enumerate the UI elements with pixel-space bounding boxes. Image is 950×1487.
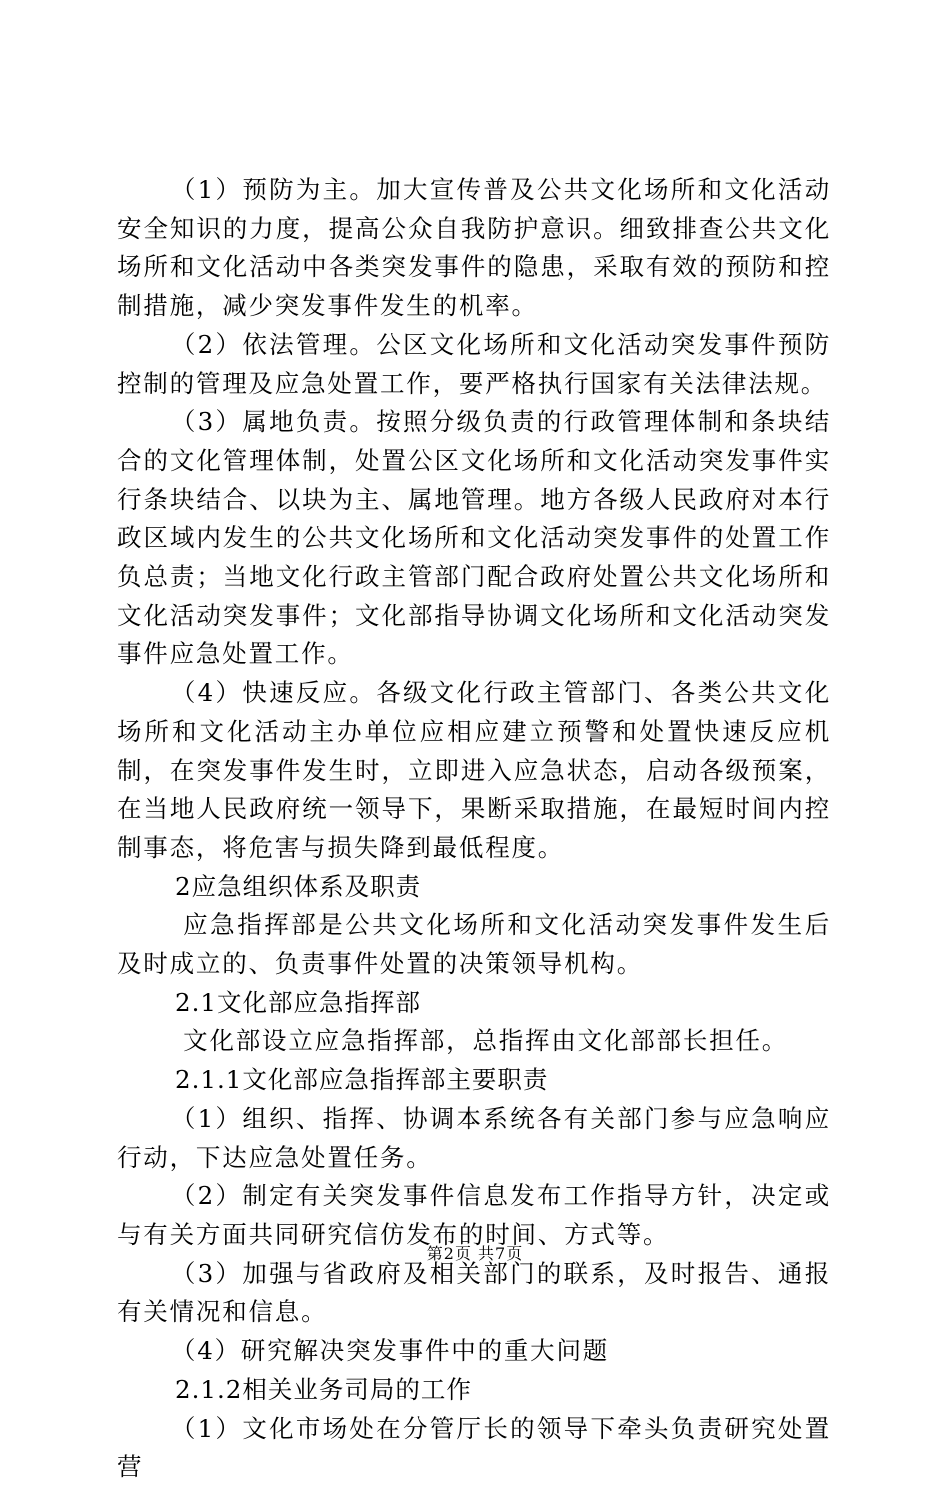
document-body: [117, 171, 831, 1487]
section-heading-2-1-2: 2.1.2相关业务司局的工作: [175, 1374, 472, 1404]
section-heading-2-1-1: 2.1.1文化部应急指挥部主要职责: [175, 1065, 549, 1095]
section-heading-2-1: 2.1文化部应急指挥部: [175, 987, 421, 1017]
paragraph-duty-3: （3）加强与省政府及相关部门的联系，及时报告、通报有关情况和信息。: [117, 1258, 831, 1327]
paragraph-market-office: （1）文化市场处在分管厅长的领导下牵头负责研究处置营: [117, 1413, 831, 1482]
paragraph-duty-2: （2）制定有关突发事件信息发布工作指导方针，决定或与有关方面共同研究信仿发布的时间、方式等。: [117, 1181, 831, 1249]
paragraph-lawful-management: （2）依法管理。公区文化场所和文化活动突发事件预防控制的管理及应急处置工作，要严格执行国家有关法律法规。: [117, 329, 831, 398]
paragraph-rapid-response: （4）快速反应。各级文化行政主管部门、各类公共文化场所和文化活动主办单位应相应建立预警和处置快速反应机制，在突发事件发生时，立即进入应急状态，启动各级预案，在当地人民政府统一领导下，果断采取措施，在最短时间内控制事态，将危害与损失降到最低程度。: [117, 678, 831, 862]
paragraph-command-definition: 应急指挥部是公共文化场所和文化活动突发事件发生后及时成立的、负责事件处置的决策领导机构。: [117, 910, 831, 979]
paragraph-prevention: （1）预防为主。加大宣传普及公共文化场所和文化活动安全知识的力度，提高公众自我防护意识。细致排查公共文化场所和文化活动中各类突发事件的隐患，采取有效的预防和控制措施，减少突发事件发生的机率。: [117, 175, 831, 321]
paragraph-command-setup: 文化部设立应急指挥部，总指挥由文化部部长担任。: [183, 1026, 789, 1056]
paragraph-duty-1: （1）组织、指挥、协调本系统各有关部门参与应急响应行动，下达应急处置任务。: [117, 1103, 831, 1172]
paragraph-duty-4: （4）研究解决突发事件中的重大问题: [170, 1336, 610, 1366]
page-number-footer: 第2页 共7页: [426, 1244, 524, 1263]
paragraph-territorial-responsibility: （3）属地负责。按照分级负责的行政管理体制和条块结合的文化管理体制，处置公区文化场所和文化活动突发事件实行条块结合、以块为主、属地管理。地方各级人民政府对本行政区域内发生的公共文化场所和文化活动突发事件的处置工作负总责；当地文化行政主管部门配合政府处置公共文化场所和文化活动突发事件；文化部指导协调文化场所和文化活动突发事件应急处置工作。: [117, 407, 831, 669]
section-heading-2: 2应急组织体系及职责: [175, 871, 422, 901]
